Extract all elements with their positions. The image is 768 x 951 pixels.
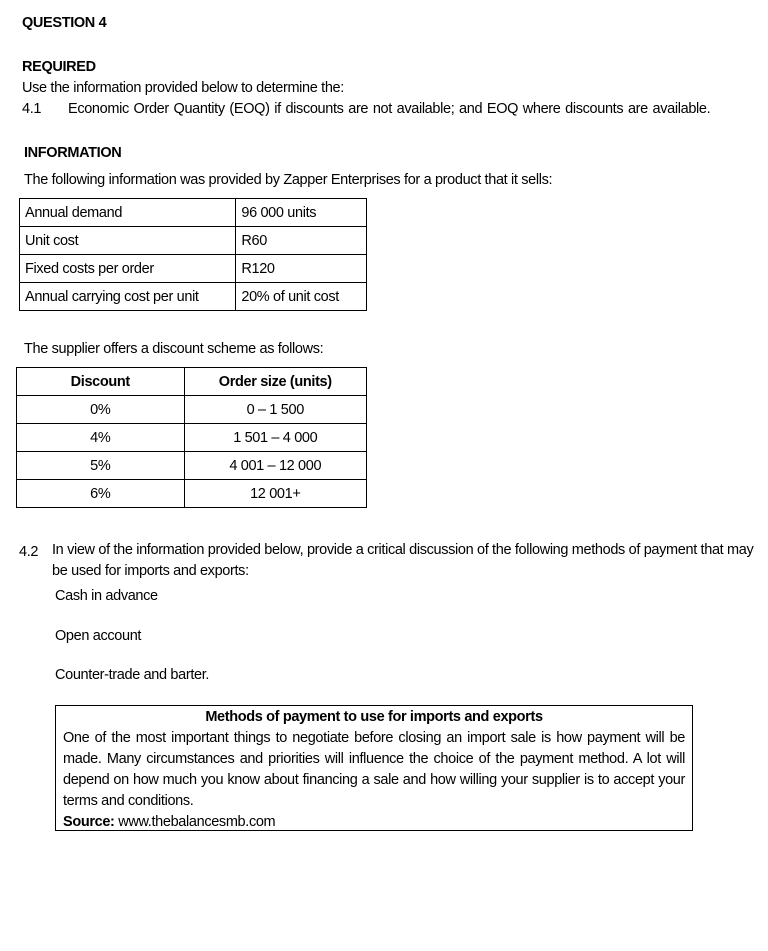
q42-number: 4.2: [19, 544, 39, 560]
info-label-cell: Fixed costs per order: [20, 255, 236, 283]
table-header-row: [17, 368, 367, 396]
extract-title: Methods of payment to use for imports and exports: [205, 709, 543, 725]
information-intro: The following information was provided by Zapper Enterprises for a product that it sells:: [24, 172, 553, 188]
source-label: Source:: [63, 814, 115, 830]
discount-table: [16, 367, 367, 508]
extract-body: One of the most important things to negotiate before closing an import sale is how payment will be made. Many circumstances and priorities will influence the choice of the payment method. A lot will depend on how much you know about financing a sale and how willing your supplier is to accept your terms and conditions.: [63, 730, 685, 809]
header-order-size: Order size (units): [184, 368, 366, 396]
table-row: [20, 255, 367, 283]
method-item: Cash in advance: [55, 588, 158, 604]
method-item: Open account: [55, 628, 142, 644]
order-size-cell: 4 001 – 12 000: [184, 452, 366, 480]
q41-text: Economic Order Quantity (EOQ) if discounts are not available; and EOQ where discounts are available.: [68, 101, 711, 117]
table-row: [20, 227, 367, 255]
q42-line1: In view of the information provided below, provide a critical discussion of the following methods of payment that may: [52, 542, 754, 558]
discount-cell: 5%: [17, 452, 185, 480]
table-row: [17, 452, 367, 480]
extract-source: [63, 812, 685, 833]
info-value-cell: R120: [236, 255, 367, 283]
table-row: [17, 424, 367, 452]
q41-number: 4.1: [22, 101, 42, 117]
required-label: REQUIRED: [22, 59, 96, 75]
q42-line2: be used for imports and exports:: [52, 563, 249, 579]
information-label: INFORMATION: [24, 145, 122, 161]
order-size-cell: 12 001+: [184, 480, 366, 508]
table-row: [20, 199, 367, 227]
table-row: [20, 283, 367, 311]
info-value-cell: 20% of unit cost: [236, 283, 367, 311]
method-item: Counter-trade and barter.: [55, 667, 210, 683]
extract-box: [55, 705, 693, 831]
discount-cell: 6%: [17, 480, 185, 508]
discount-cell: 4%: [17, 424, 185, 452]
question-heading: QUESTION 4: [22, 15, 107, 31]
discount-intro: The supplier offers a discount scheme as follows:: [24, 341, 324, 357]
info-value-cell: R60: [236, 227, 367, 255]
info-label-cell: Annual carrying cost per unit: [20, 283, 236, 311]
order-size-cell: 1 501 – 4 000: [184, 424, 366, 452]
information-table: [19, 198, 367, 311]
source-value: www.thebalancesmb.com: [118, 814, 276, 830]
required-intro: Use the information provided below to determine the:: [22, 80, 344, 96]
table-row: [17, 480, 367, 508]
table-row: [17, 396, 367, 424]
info-label-cell: Annual demand: [20, 199, 236, 227]
discount-cell: 0%: [17, 396, 185, 424]
info-value-cell: 96 000 units: [236, 199, 367, 227]
info-label-cell: Unit cost: [20, 227, 236, 255]
order-size-cell: 0 – 1 500: [184, 396, 366, 424]
header-discount: Discount: [17, 368, 185, 396]
